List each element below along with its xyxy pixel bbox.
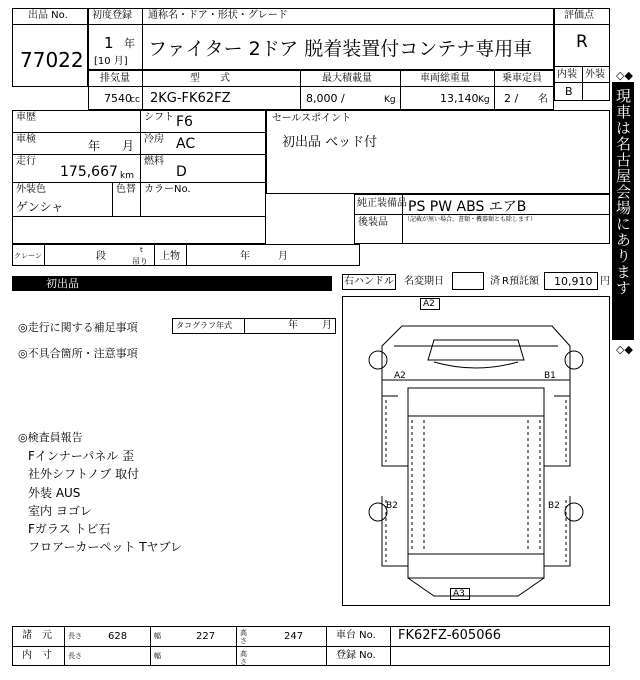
inspector-label: ◎検査員報告 — [18, 431, 83, 444]
crane-label: クレーン — [14, 252, 42, 260]
sidebar-text: 現車は名古屋会場にあります — [614, 88, 632, 296]
divider — [112, 182, 113, 216]
inspector-line: 社外シフトノブ 取付 — [28, 467, 140, 481]
inspector-line: Fインナーパネル 歪 — [28, 449, 135, 463]
inspector-line: 室内 ヨゴレ — [28, 504, 92, 518]
divider — [12, 646, 610, 647]
cc-unit: cc — [130, 95, 140, 105]
location-sidebar — [612, 82, 634, 340]
inspection-year: 年 — [88, 139, 101, 153]
recycle-amount: 10,910 — [554, 275, 593, 288]
capacity-unit: 名 — [538, 94, 548, 105]
mileage-label: 走行 — [16, 156, 36, 167]
aircon-value: AC — [176, 136, 196, 152]
tacho-label: タコグラフ年式 — [176, 321, 232, 330]
divider — [494, 70, 495, 110]
chassis-label: 車台 No. — [336, 630, 376, 641]
color-label: 外装色 — [16, 184, 46, 195]
divider — [12, 154, 266, 155]
name-change-box — [452, 272, 484, 290]
divider — [150, 626, 151, 666]
divider — [186, 244, 187, 266]
weight-label: 車両総重量 — [420, 73, 470, 84]
model-name: ファイター 2ドア 脱着装置付コンテナ専用車 — [148, 38, 533, 60]
divider — [326, 626, 327, 666]
diagram-label-a2-top: A2 — [423, 299, 435, 309]
length-label: 長さ — [68, 632, 82, 640]
crane-hanging: 吊り — [132, 257, 148, 266]
diamond-icon: ◇◆ — [616, 343, 633, 356]
weight-kg: Kg — [478, 95, 490, 105]
divider — [236, 626, 237, 666]
mileage-value: 175,667 — [60, 164, 118, 180]
eval-label: 評価点 — [564, 10, 594, 21]
rhd-label: 右ハンドル — [344, 276, 394, 287]
diagram-label-a2-left: A2 — [394, 371, 406, 381]
lot-number: 77022 — [20, 48, 84, 72]
color-code-label: 色替 — [116, 184, 136, 195]
divider — [140, 182, 141, 216]
equip-value: PS PW ABS エアB — [408, 199, 527, 215]
diagram-label-b1-right: B1 — [544, 371, 556, 381]
divider — [12, 216, 266, 217]
inspector-line: Fガラス トビ石 — [28, 522, 111, 536]
defects-label: ◎不具合箇所・注意事項 — [18, 347, 138, 360]
divider — [400, 70, 401, 110]
first-listing-bar — [12, 276, 332, 291]
shift-value: F6 — [176, 114, 193, 130]
recycle-deposit-label: R預託額 — [502, 276, 539, 287]
sales-value: 初出品 ベッド付 — [282, 135, 378, 150]
length-value: 628 — [108, 631, 128, 642]
width-label: 幅 — [154, 632, 161, 640]
dims-label: 諸 元 — [22, 630, 52, 641]
divider — [12, 24, 88, 25]
capacity-value: 2 / — [504, 92, 519, 105]
inspection-month: 月 — [122, 139, 135, 153]
eval-score: R — [576, 32, 588, 52]
divider — [88, 24, 554, 25]
diamond-icon: ◇◆ — [616, 69, 633, 82]
capacity-label: 乗車定員 — [502, 73, 542, 84]
divider — [554, 24, 610, 25]
first-listing-text: 初出品 — [46, 277, 79, 290]
fuel-label: 燃料 — [144, 156, 164, 167]
height-value: 247 — [284, 631, 304, 642]
divider — [140, 110, 141, 182]
details-box — [12, 110, 266, 244]
displacement-value: 7540 — [104, 92, 132, 105]
crane-steps: 段 — [96, 251, 106, 262]
fuel-value: D — [176, 164, 187, 180]
color-value: ゲンシャ — [16, 200, 64, 214]
load-kg: Kg — [384, 95, 396, 105]
reg-year: 1 — [104, 34, 114, 52]
reg-label: 初度登録 — [92, 10, 132, 21]
aftermarket-note: （記載が無い場合、書類・機器類とも除します） — [404, 216, 537, 223]
inspection-label: 車検 — [16, 134, 36, 145]
equip-label: 純正装備品 — [357, 198, 407, 209]
diagram-label-b2-right: B2 — [548, 501, 560, 511]
lift-year: 年 — [240, 251, 250, 262]
aftermarket-label: 後装品 — [358, 217, 388, 228]
crane-t: t — [140, 246, 143, 254]
inspector-line: 外装 AUS — [28, 486, 81, 500]
inspector-line: フロアーカーペット Tヤブレ — [28, 540, 183, 554]
divider — [300, 70, 301, 110]
lift-label: 上物 — [160, 251, 180, 262]
diagram-label-a3-bottom: A3 — [453, 589, 465, 599]
divider — [244, 318, 245, 334]
lot-label: 出品 No. — [28, 10, 68, 21]
reg-year-unit: 年 — [124, 37, 135, 50]
reg-no-label: 登録 No. — [336, 650, 376, 661]
length-label: 長さ — [68, 652, 82, 660]
divider — [44, 244, 45, 266]
interior-label: 内装 — [557, 69, 577, 80]
tacho-month: 月 — [322, 320, 332, 331]
km-unit: km — [120, 171, 134, 181]
exterior-label: 外装 — [585, 69, 605, 80]
recycle-label: 済 — [490, 276, 500, 287]
interior-grade: B — [565, 85, 573, 98]
lift-month: 月 — [278, 251, 288, 262]
width-value: 227 — [196, 631, 216, 642]
interior-dims-label: 内 寸 — [22, 650, 52, 661]
type-value: 2KG-FK62FZ — [150, 91, 231, 106]
shift-label: シフト — [144, 112, 174, 123]
model-label: 通称名・ドア・形状・グレード — [148, 10, 288, 21]
displacement-label: 排気量 — [100, 73, 130, 84]
color-no-label: カラーNo. — [144, 184, 191, 195]
load-value: 8,000 / — [306, 92, 345, 105]
driving-notes-label: ◎走行に関する補足事項 — [18, 321, 138, 334]
diagram-label-b2-left: B2 — [386, 501, 398, 511]
sales-label: セールスポイント — [272, 113, 352, 124]
name-change-label: 名変期日 — [404, 276, 444, 287]
load-label: 最大積載量 — [322, 73, 372, 84]
truck-diagram — [342, 296, 610, 606]
aircon-label: 冷房 — [144, 134, 164, 145]
type-label: 型 式 — [190, 73, 230, 84]
divider — [12, 132, 266, 133]
divider — [88, 86, 554, 87]
height-label: 高さ — [240, 650, 247, 666]
height-label: 高さ — [240, 629, 247, 645]
history-label: 車歴 — [16, 112, 36, 123]
divider — [64, 626, 65, 666]
yen-unit: 円 — [600, 276, 610, 287]
tacho-year: 年 — [288, 320, 298, 331]
divider — [142, 70, 143, 110]
divider — [142, 8, 143, 70]
chassis-value: FK62FZ-605066 — [398, 628, 502, 643]
reg-month: [10 月] — [94, 56, 128, 67]
divider — [582, 66, 583, 101]
width-label: 幅 — [154, 652, 161, 660]
weight-value: 13,140 — [440, 92, 479, 105]
divider — [390, 626, 391, 666]
divider — [154, 244, 155, 266]
divider — [12, 182, 266, 183]
